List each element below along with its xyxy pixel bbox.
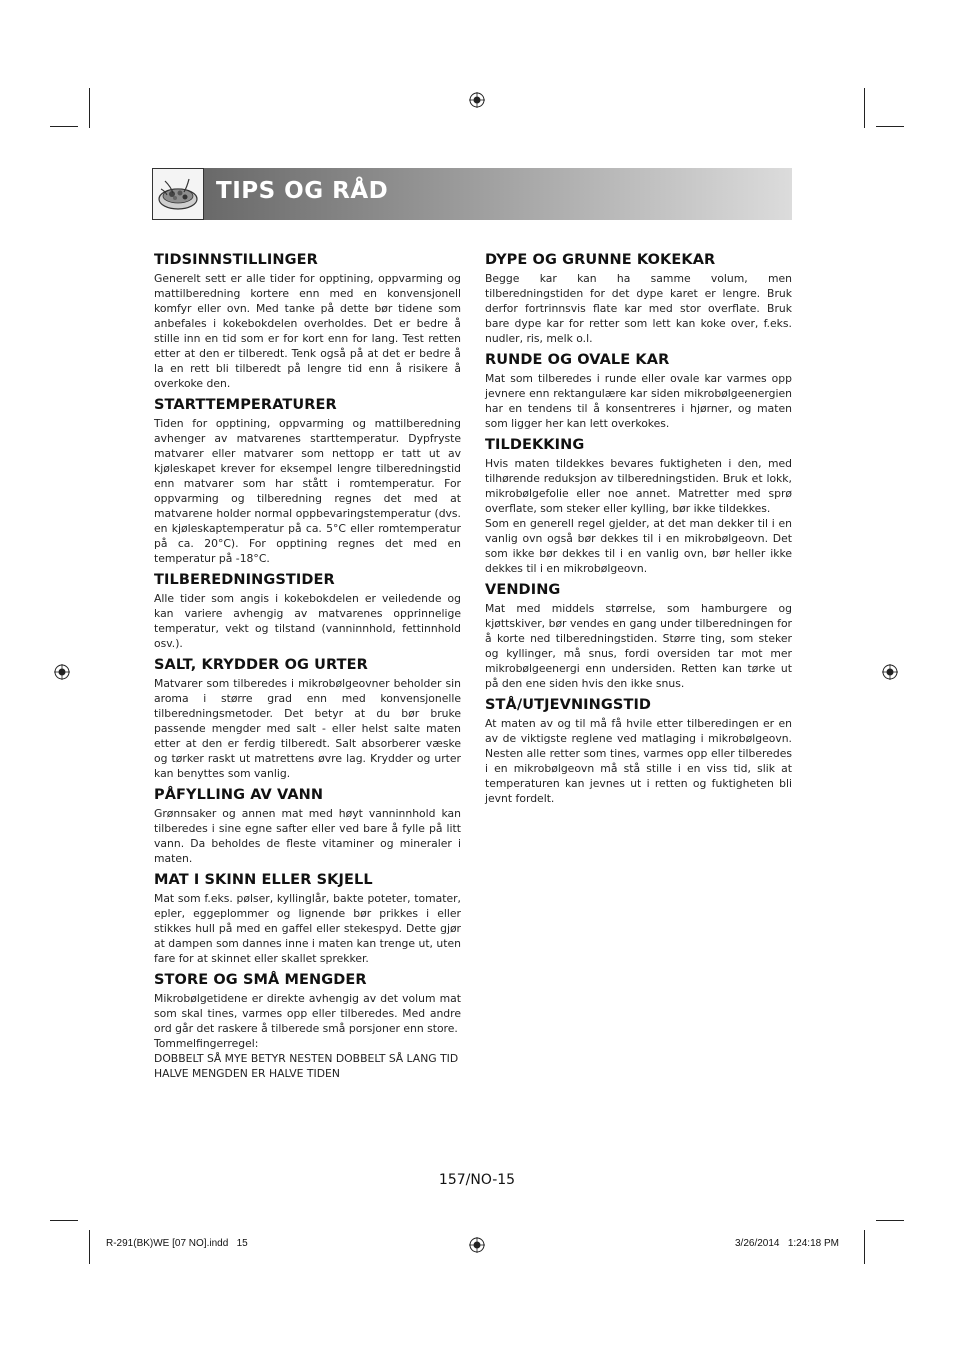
section-paragraph: At maten av og til må få hvile etter tilberedingen er en av de viktigste reglene ved matlaging i mikrobølgeovn. Nesten alle retter som tines, varmes opp eller tilberedes i en mikrobølgeovn må stå stille i en viss tid, slik at temperaturen kan jevnes ut i retten og fuktigheten bli jevnt fordelt. (485, 717, 792, 805)
crop-mark (864, 1230, 865, 1264)
section-heading: STORE OG SMÅ MENGDER (154, 972, 367, 988)
section-paragraph: Alle tider som angis i kokebokdelen er veiledende og kan variere avhengig av matvarenes opprinnelige temperatur, vekt og tilstand (vanninnhold, fettinnhold osv.). (154, 592, 461, 650)
registration-mark-icon (54, 664, 70, 680)
print-timestamp: 3/26/2014 1:24:18 PM (735, 1238, 839, 1249)
section-tilberedningstider (154, 572, 461, 651)
registration-mark-icon (469, 1237, 485, 1253)
crop-mark (876, 126, 904, 127)
section-banner (152, 168, 792, 220)
right-column (485, 252, 792, 812)
crop-mark (876, 1220, 904, 1221)
section-paragraph: Grønnsaker og annen mat med høyt vanninnhold kan tilberedes i sine egne safter eller ved bare å fylle på litt vann. Da beholdes de fleste vitaminer og mineraler i maten. (154, 807, 461, 865)
page-title: TIPS OG RÅD (216, 178, 389, 204)
section-heading: RUNDE OG OVALE KAR (485, 352, 670, 368)
cooking-dish-icon (152, 168, 204, 220)
section-salt-krydder-urter (154, 657, 461, 781)
section-heading: TILBEREDNINGSTIDER (154, 572, 335, 588)
crop-mark (50, 1220, 78, 1221)
section-heading: STÅ/UTJEVNINGSTID (485, 697, 652, 713)
section-paragraph: Matvarer som tilberedes i mikrobølgeovner beholder sin aroma i større grad enn med konvensjonelle tilberedningsmetoder. Det betyr at du bør bruke passende mengder med salt - eller helst salte maten etter at den er ferdig tilberedt. Salt absorberer væske og tørker raskt ut matrettens øvre lag. Krydder og urter kan benyttes som vanlig. (154, 677, 461, 780)
crop-mark (50, 126, 78, 127)
section-heading: VENDING (485, 582, 561, 598)
section-tildekking (485, 437, 792, 576)
section-heading: MAT I SKINN ELLER SKJELL (154, 872, 373, 888)
section-runde-og-ovale-kar (485, 352, 792, 431)
section-paragraph: Mikrobølgetidene er direkte avhengig av det volum mat som skal tines, varmes opp eller tilberedes. Med andre ord går det raskere å tilberede små porsjoner enn store. (154, 992, 461, 1035)
crop-mark (89, 88, 90, 128)
crop-mark (89, 1230, 90, 1264)
registration-mark-icon (882, 664, 898, 680)
section-heading: TILDEKKING (485, 437, 585, 453)
section-heading: STARTTEMPERATURER (154, 397, 337, 413)
section-mat-i-skinn (154, 872, 461, 966)
left-column (154, 252, 461, 1087)
section-sta-utjevningstid (485, 697, 792, 806)
file-info: R-291(BK)WE [07 NO].indd 15 (106, 1238, 248, 1249)
section-paragraph: Som en generell regel gjelder, at det man dekker til i en vanlig ovn også bør dekkes til i en mikrobølgeovn. Det som ikke bør dekkes til i en vanlig ovn, bør heller ikke dekkes til i en mikrobølgeovn. (485, 517, 792, 575)
section-heading: SALT, KRYDDER OG URTER (154, 657, 368, 673)
page-number: 157/NO-15 (438, 1172, 516, 1188)
section-paragraph: Mat som tilberedes i runde eller ovale kar varmes opp jevnere enn rektangulære kar siden mikrobølgeenergien har en tendens til å konsentreres i hjørner, og maten som ligger her kan lett overkokes. (485, 372, 792, 430)
section-paragraph: Generelt sett er alle tider for opptining, oppvarming og mattilberedning kortere enn med en konvensjonell komfyr eller ovn. Med tanke på dette bør tidene som anbefales i kokebokdelen overholdes. Det er bedre å stille inn en tid som er for kort enn for lang. Test retten etter at den er tilberedt. Tenk også på at det er bedre å la en rett bli tilberedt på lengre tid enn å risikere å overkoke den. (154, 272, 461, 390)
section-heading: PÅFYLLING AV VANN (154, 787, 324, 803)
section-paragraph: Tommelfingerregel: (154, 1037, 259, 1050)
section-paragraph: Hvis maten tildekkes bevares fuktigheten i den, med tilhørende reduksjon av tilberedningstiden. Bruk et lokk, mikrobølgefolie eller noe annet. Matretter med sprø overflate, som steker eller kylling, bør ikke tildekkes. (485, 457, 792, 515)
section-store-og-sma-mengder (154, 972, 461, 1081)
section-paragraph: Mat som f.eks. pølser, kyllinglår, bakte poteter, tomater, epler, eggeplommer og lignende bør prikkes i eller stikkes hull på med en gaffel eller stekespyd. Dette gjør at dampen som dannes inne i maten kan trenge ut, uten fare for at skinnet eller skallet sprekker. (154, 892, 461, 965)
section-heading: TIDSINNSTILLINGER (154, 252, 318, 268)
section-paragraph: Tiden for opptining, oppvarming og mattilberedning avhenger av matvarenes starttemperatur. Dypfryste matvarer eller matvarer som nettopp er tatt ut av kjøleskapet krever for eksempel lengre tilberedningstid enn matvarer som har stått i romtemperatur. For oppvarming og tilberedning regnes det med at matvarene holder normal oppbevaringstemperatur (dvs. en kjøleskaptemperatur på ca. 5°C eller romtemperatur på ca. 20°C). For opptining regnes det med en temperatur på -18°C. (154, 417, 461, 565)
section-paragraph: DOBBELT SÅ MYE BETYR NESTEN DOBBELT SÅ LANG TID HALVE MENGDEN ER HALVE TIDEN (154, 1052, 459, 1080)
section-dype-og-grunne-kokekar (485, 252, 792, 346)
section-heading: DYPE OG GRUNNE KOKEKAR (485, 252, 716, 268)
section-paragraph: Begge kar kan ha samme volum, men tilberedningstiden for det dype karet er lengre. Bruk derfor fortrinnsvis flate kar med stor overflate. Bruk bare dype kar for retter som lett kan koke over, f.eks. nudler, ris, melk o.l. (485, 272, 792, 345)
section-pafylling-av-vann (154, 787, 461, 866)
section-tidsinnstillinger (154, 252, 461, 391)
section-vending (485, 582, 792, 691)
crop-mark (864, 88, 865, 128)
section-paragraph: Mat med middels størrelse, som hamburgere og kjøttskiver, bør vendes en gang under tilberedningen for å korte ned tilberedningstiden. Større ting, som steker og kyllinger, må snus, fordi oversiden tar mot mer mikrobølgeenergi enn undersiden. Retten kan tørke ut på den ene siden hvis den ikke snus. (485, 602, 792, 690)
section-starttemperaturer (154, 397, 461, 566)
registration-mark-icon (469, 92, 485, 108)
